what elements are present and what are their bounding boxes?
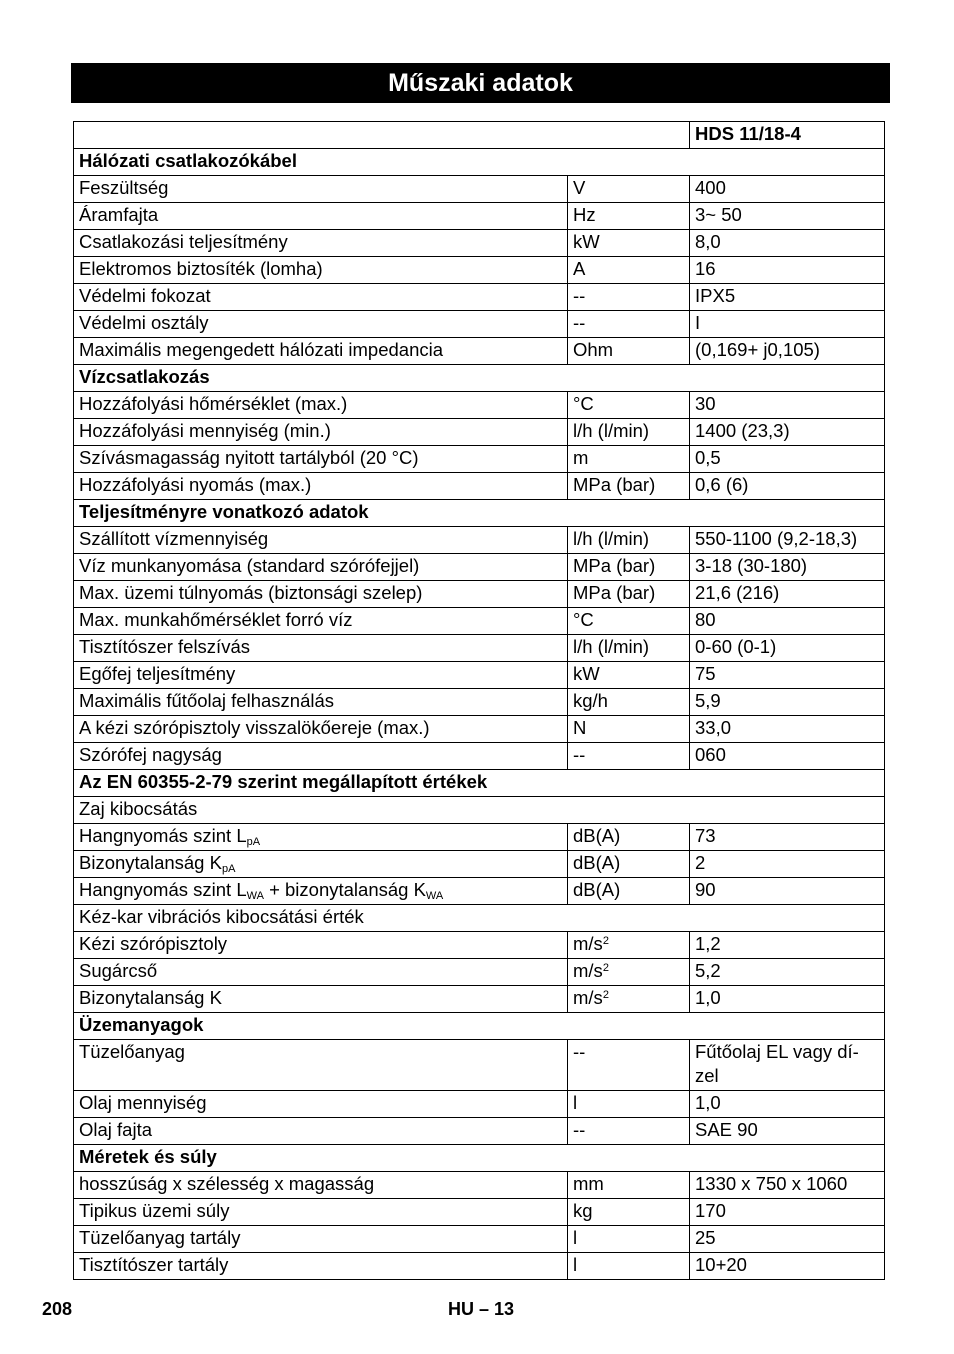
table-row xyxy=(74,446,885,473)
param-value: 5,2 xyxy=(690,959,885,986)
unit-superscript: 2 xyxy=(602,935,609,947)
param-unit: °C xyxy=(568,392,690,419)
param-unit: kW xyxy=(568,230,690,257)
param-unit: -- xyxy=(568,284,690,311)
param-value: 5,9 xyxy=(690,689,885,716)
table-row xyxy=(74,716,885,743)
param-label: Bizonytalanság K xyxy=(74,986,568,1013)
unit-text: m/s xyxy=(573,960,603,981)
param-value: 73 xyxy=(690,824,885,851)
table-row xyxy=(74,284,885,311)
param-unit xyxy=(568,932,690,959)
param-unit: -- xyxy=(568,743,690,770)
param-unit: l/h (l/min) xyxy=(568,419,690,446)
table-row xyxy=(74,851,885,878)
param-value: 1330 x 750 x 1060 xyxy=(690,1172,885,1199)
param-value: 0,6 (6) xyxy=(690,473,885,500)
param-unit: -- xyxy=(568,311,690,338)
param-label: Feszültség xyxy=(74,176,568,203)
section-row xyxy=(74,500,885,527)
param-value: 0-60 (0-1) xyxy=(690,635,885,662)
table-row xyxy=(74,257,885,284)
param-unit: MPa (bar) xyxy=(568,554,690,581)
param-label: Szívásmagasság nyitott tartályból (20 °C) xyxy=(74,446,568,473)
param-label xyxy=(74,824,568,851)
param-label: Hozzáfolyási nyomás (max.) xyxy=(74,473,568,500)
param-label: Védelmi fokozat xyxy=(74,284,568,311)
table-row xyxy=(74,608,885,635)
param-label xyxy=(74,878,568,905)
param-unit: °C xyxy=(568,608,690,635)
param-label: Kézi szórópisztoly xyxy=(74,932,568,959)
label-text: + bizonytalanság K xyxy=(263,879,426,900)
table-row xyxy=(74,743,885,770)
table-row xyxy=(74,176,885,203)
table-row xyxy=(74,932,885,959)
param-label: Sugárcső xyxy=(74,959,568,986)
param-value: 21,6 (216) xyxy=(690,581,885,608)
param-unit: Ohm xyxy=(568,338,690,365)
section-row xyxy=(74,1013,885,1040)
table-row xyxy=(74,1091,885,1118)
table-row xyxy=(74,959,885,986)
param-value: SAE 90 xyxy=(690,1118,885,1145)
subsection-heading: Zaj kibocsátás xyxy=(74,797,885,824)
section-row xyxy=(74,149,885,176)
param-label: A kézi szórópisztoly visszalökőereje (max.) xyxy=(74,716,568,743)
table-row xyxy=(74,824,885,851)
table-row xyxy=(74,1199,885,1226)
param-unit: l xyxy=(568,1253,690,1280)
table-row xyxy=(74,554,885,581)
param-unit: dB(A) xyxy=(568,824,690,851)
param-label: Védelmi osztály xyxy=(74,311,568,338)
param-value: 8,0 xyxy=(690,230,885,257)
header-empty-cell xyxy=(74,122,690,149)
table-row xyxy=(74,338,885,365)
param-label: Csatlakozási teljesítmény xyxy=(74,230,568,257)
param-unit: l/h (l/min) xyxy=(568,527,690,554)
param-value: 16 xyxy=(690,257,885,284)
param-value: 3~ 50 xyxy=(690,203,885,230)
param-label: Tipikus üzemi súly xyxy=(74,1199,568,1226)
param-label: Maximális fűtőolaj felhasználás xyxy=(74,689,568,716)
section-heading: Hálózati csatlakozókábel xyxy=(74,149,885,176)
table-row xyxy=(74,1040,885,1091)
param-label: Olaj fajta xyxy=(74,1118,568,1145)
section-page-label: HU – 13 xyxy=(448,1299,515,1319)
param-unit: MPa (bar) xyxy=(568,581,690,608)
table-row xyxy=(74,878,885,905)
table-row xyxy=(74,689,885,716)
spec-table xyxy=(73,121,885,1280)
param-value: 170 xyxy=(690,1199,885,1226)
param-value: 0,5 xyxy=(690,446,885,473)
section-heading: Vízcsatlakozás xyxy=(74,365,885,392)
subsection-row xyxy=(74,797,885,824)
param-label: Tüzelőanyag xyxy=(74,1040,568,1091)
table-row xyxy=(74,230,885,257)
param-unit: kg/h xyxy=(568,689,690,716)
param-unit: l xyxy=(568,1226,690,1253)
param-value: 80 xyxy=(690,608,885,635)
param-unit: kg xyxy=(568,1199,690,1226)
param-value: 1400 (23,3) xyxy=(690,419,885,446)
table-row xyxy=(74,527,885,554)
label-subscript: WA xyxy=(246,890,264,902)
param-value: 75 xyxy=(690,662,885,689)
label-subscript: pA xyxy=(221,863,236,875)
param-label xyxy=(74,851,568,878)
page-number: 208 xyxy=(42,1299,73,1319)
param-unit: -- xyxy=(568,1040,690,1091)
param-value: 2 xyxy=(690,851,885,878)
table-row xyxy=(74,1226,885,1253)
unit-text: m/s xyxy=(573,933,603,954)
section-row xyxy=(74,1145,885,1172)
section-heading: Méretek és súly xyxy=(74,1145,885,1172)
param-unit: N xyxy=(568,716,690,743)
param-value: 1,2 xyxy=(690,932,885,959)
table-row xyxy=(74,581,885,608)
section-heading: Az EN 60355-2-79 szerint megállapított értékek xyxy=(74,770,885,797)
unit-text: m/s xyxy=(573,987,603,1008)
page-title: Műszaki adatok xyxy=(71,63,890,103)
param-unit: m xyxy=(568,446,690,473)
param-unit: dB(A) xyxy=(568,878,690,905)
param-unit xyxy=(568,959,690,986)
table-row xyxy=(74,203,885,230)
param-unit: l xyxy=(568,1091,690,1118)
subsection-row xyxy=(74,905,885,932)
unit-superscript: 2 xyxy=(602,962,609,974)
table-row xyxy=(74,1172,885,1199)
param-unit xyxy=(568,986,690,1013)
param-label: Max. munkahőmérséklet forró víz xyxy=(74,608,568,635)
param-value: I xyxy=(690,311,885,338)
param-value: 060 xyxy=(690,743,885,770)
section-heading: Üzemanyagok xyxy=(74,1013,885,1040)
table-row xyxy=(74,473,885,500)
param-value: Fűtőolaj EL vagy dí-zel xyxy=(690,1040,885,1091)
table-row xyxy=(74,392,885,419)
param-label: Hozzáfolyási mennyiség (min.) xyxy=(74,419,568,446)
label-subscript: pA xyxy=(246,836,261,848)
param-label: hosszúság x szélesség x magasság xyxy=(74,1172,568,1199)
table-row xyxy=(74,662,885,689)
table-row xyxy=(74,986,885,1013)
table-row xyxy=(74,635,885,662)
param-unit: MPa (bar) xyxy=(568,473,690,500)
param-label: Tisztítószer tartály xyxy=(74,1253,568,1280)
table-row xyxy=(74,311,885,338)
table-row xyxy=(74,419,885,446)
param-label: Tisztítószer felszívás xyxy=(74,635,568,662)
param-unit: V xyxy=(568,176,690,203)
param-unit: -- xyxy=(568,1118,690,1145)
param-value: 25 xyxy=(690,1226,885,1253)
param-value: 10+20 xyxy=(690,1253,885,1280)
param-label: Víz munkanyomása (standard szórófejjel) xyxy=(74,554,568,581)
param-unit: l/h (l/min) xyxy=(568,635,690,662)
param-value: 3-18 (30-180) xyxy=(690,554,885,581)
section-row xyxy=(74,365,885,392)
param-label: Elektromos biztosíték (lomha) xyxy=(74,257,568,284)
table-row xyxy=(74,1253,885,1280)
param-unit: kW xyxy=(568,662,690,689)
param-value: 30 xyxy=(690,392,885,419)
table-header-row xyxy=(74,122,885,149)
section-row xyxy=(74,770,885,797)
param-value: 550-1100 (9,2-18,3) xyxy=(690,527,885,554)
param-label: Hozzáfolyási hőmérséklet (max.) xyxy=(74,392,568,419)
param-unit: A xyxy=(568,257,690,284)
label-text: Hangnyomás szint L xyxy=(79,825,247,846)
label-subscript: WA xyxy=(425,890,444,902)
unit-superscript: 2 xyxy=(602,989,609,1001)
param-unit: dB(A) xyxy=(568,851,690,878)
param-label: Egőfej teljesítmény xyxy=(74,662,568,689)
param-unit: Hz xyxy=(568,203,690,230)
param-value: 400 xyxy=(690,176,885,203)
param-label: Szállított vízmennyiség xyxy=(74,527,568,554)
param-value: 90 xyxy=(690,878,885,905)
param-label: Max. üzemi túlnyomás (biztonsági szelep) xyxy=(74,581,568,608)
param-label: Szórófej nagyság xyxy=(74,743,568,770)
param-value: 1,0 xyxy=(690,1091,885,1118)
param-value: 1,0 xyxy=(690,986,885,1013)
param-unit: mm xyxy=(568,1172,690,1199)
param-value: IPX5 xyxy=(690,284,885,311)
label-text: Bizonytalanság K xyxy=(79,852,222,873)
param-label: Áramfajta xyxy=(74,203,568,230)
model-name: HDS 11/18-4 xyxy=(690,122,885,149)
param-value: (0,169+ j0,105) xyxy=(690,338,885,365)
param-label: Maximális megengedett hálózati impedancia xyxy=(74,338,568,365)
label-text: Hangnyomás szint L xyxy=(79,879,247,900)
subsection-heading: Kéz-kar vibrációs kibocsátási érték xyxy=(74,905,885,932)
param-label: Tüzelőanyag tartály xyxy=(74,1226,568,1253)
table-row xyxy=(74,1118,885,1145)
section-heading: Teljesítményre vonatkozó adatok xyxy=(74,500,885,527)
param-value: 33,0 xyxy=(690,716,885,743)
param-label: Olaj mennyiség xyxy=(74,1091,568,1118)
